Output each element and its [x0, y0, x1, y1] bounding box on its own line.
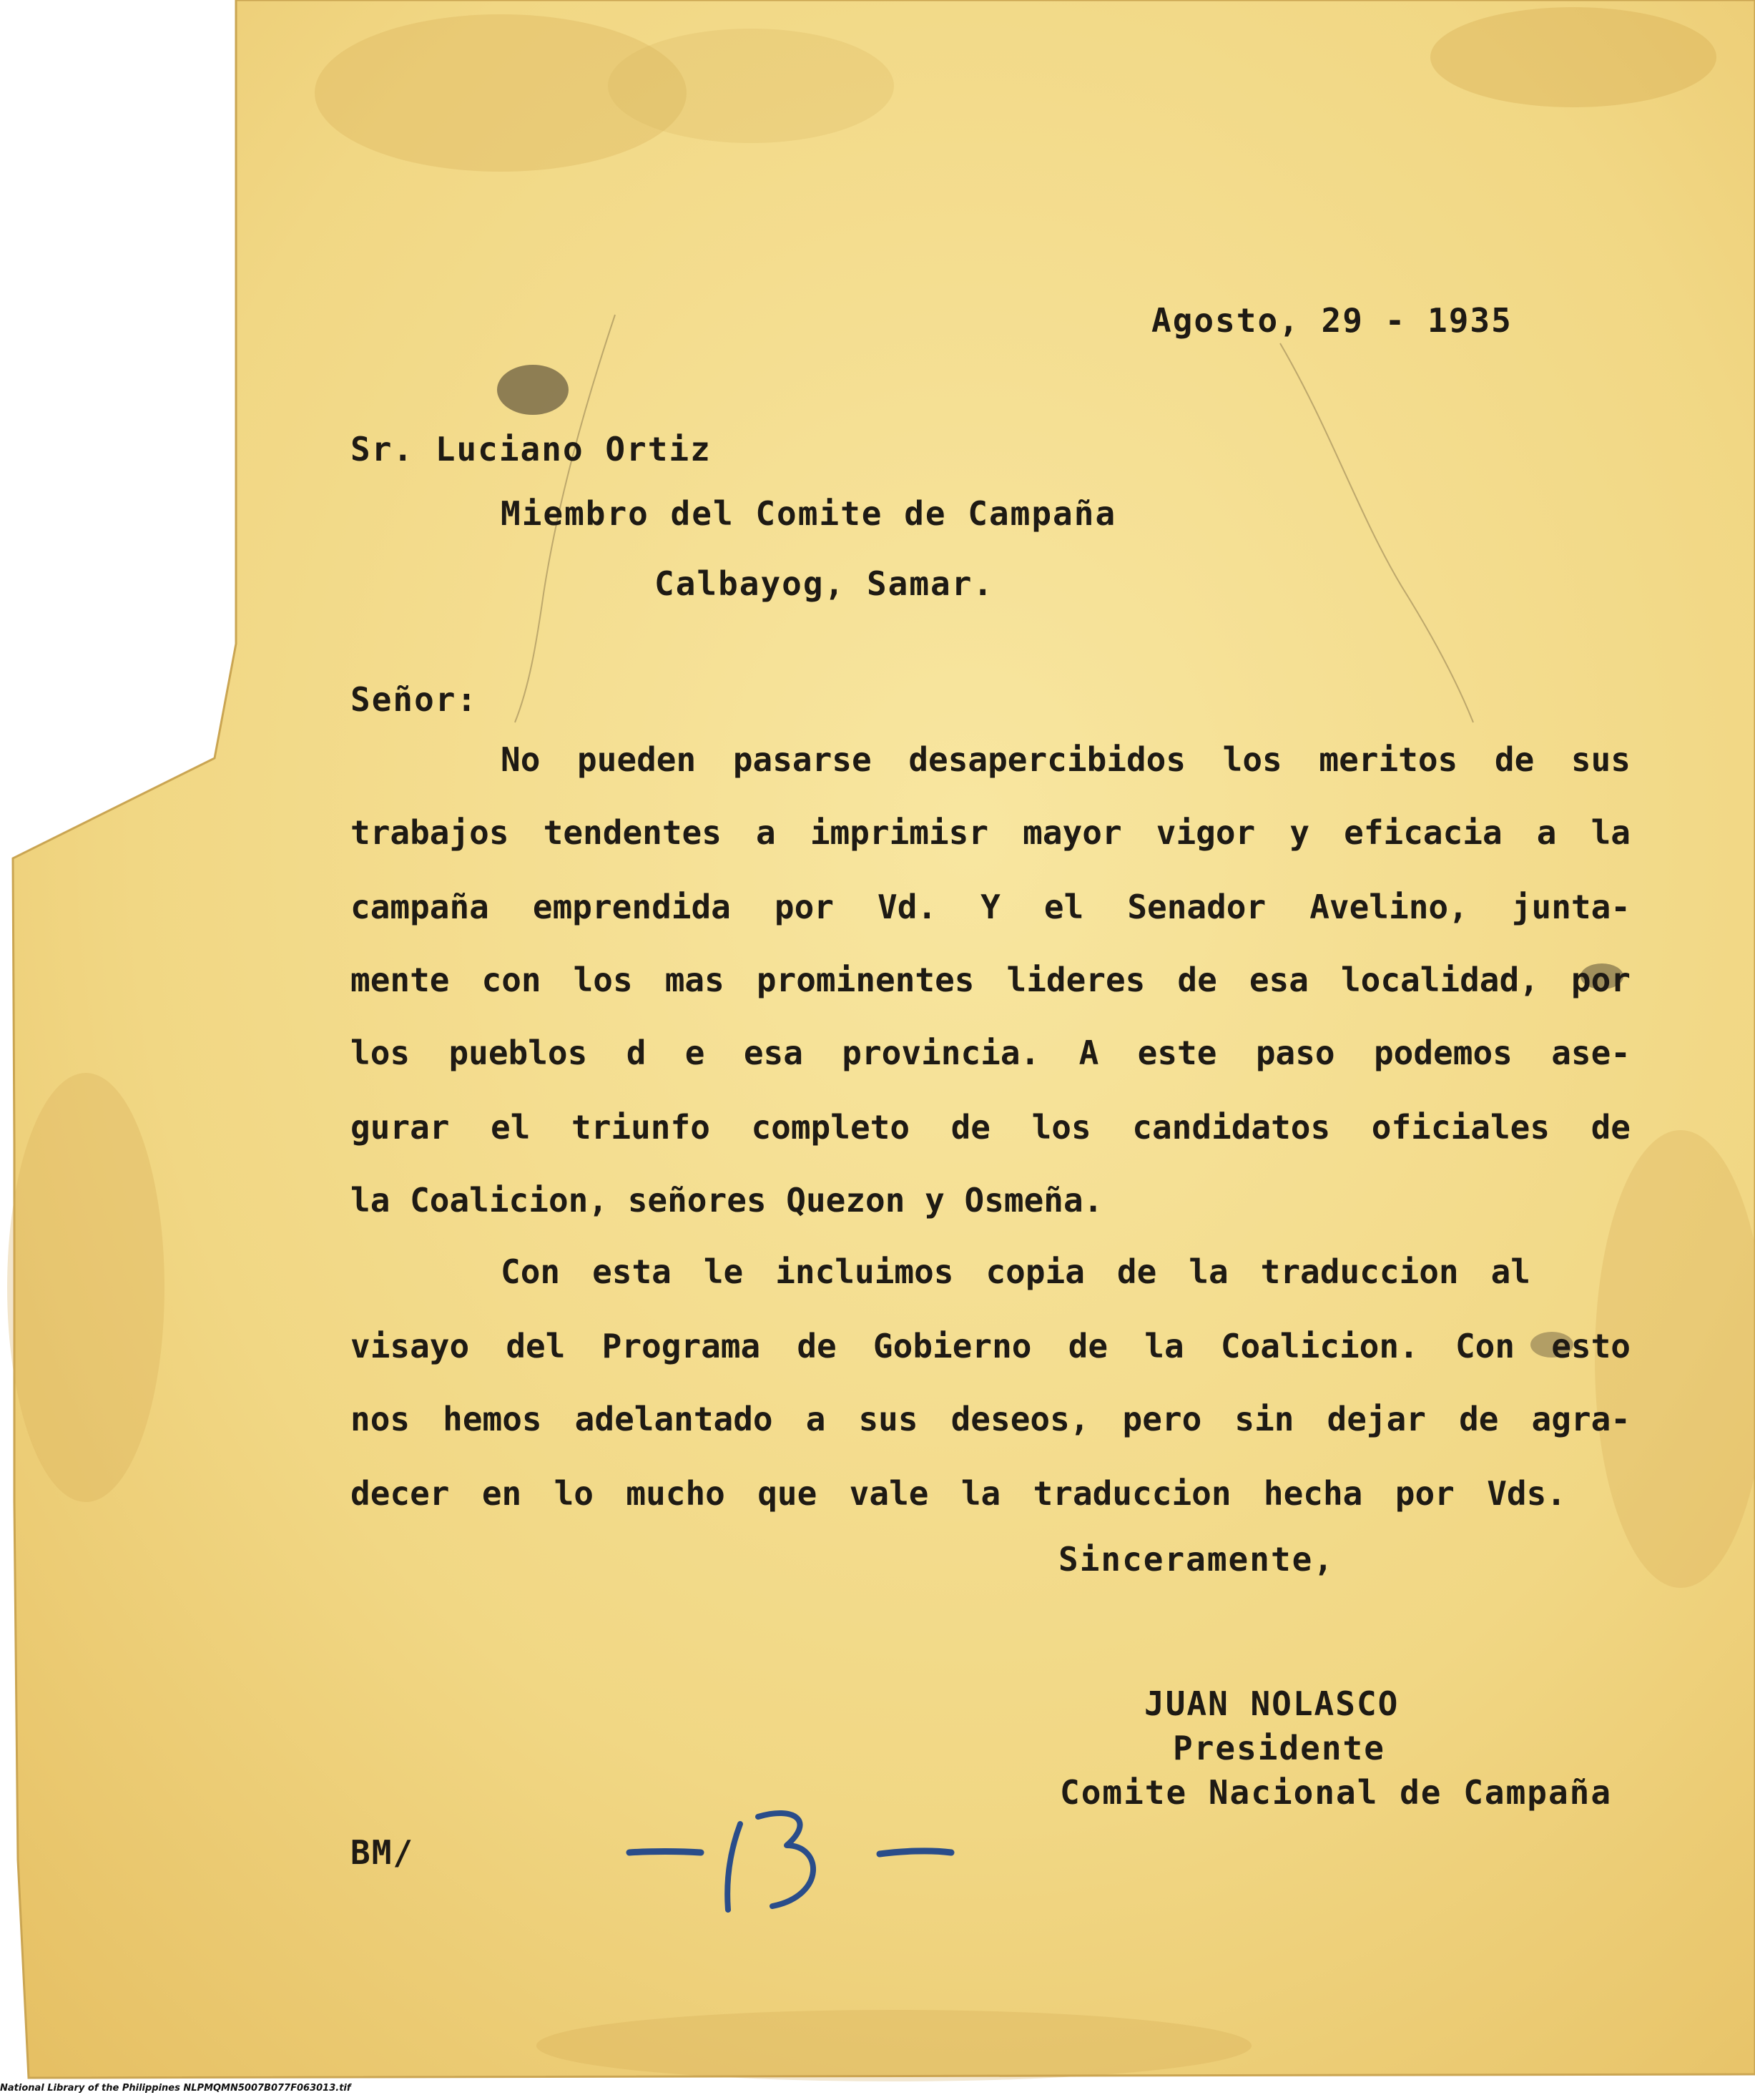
paragraph-2-line: Con esta le incluimos copia de la traduccion al	[501, 1252, 1530, 1291]
letter-date: Agosto, 29 - 1935	[1151, 301, 1513, 340]
salutation: Señor:	[350, 680, 478, 719]
recipient-location: Calbayog, Samar.	[654, 564, 995, 603]
typist-initials: BM/	[350, 1833, 415, 1872]
handwritten-page-number	[622, 1802, 958, 1917]
signatory-name: JUAN NOLASCO	[1144, 1684, 1400, 1723]
paragraph-1-line: mente con los mas prominentes lideres de esa localidad, por	[350, 961, 1631, 999]
recipient-name: Sr. Luciano Ortiz	[350, 430, 712, 468]
paragraph-1-line: la Coalicion, señores Quezon y Osmeña.	[350, 1181, 1103, 1220]
paragraph-1-line: No pueden pasarse desapercibidos los meritos de sus	[501, 740, 1631, 779]
closing: Sinceramente,	[1058, 1540, 1335, 1579]
signatory-position: Presidente	[1173, 1729, 1385, 1767]
archive-caption: National Library of the Philippines NLPMQMN5007B077F063013.tif	[0, 2083, 351, 2094]
paragraph-1-line: trabajos tendentes a imprimisr mayor vigor y eficacia a la	[350, 813, 1631, 852]
paragraph-1-line: los pueblos d e esa provincia. A este paso podemos ase-	[350, 1034, 1631, 1072]
paragraph-2-line: visayo del Programa de Gobierno de la Coalicion. Con esto	[350, 1327, 1631, 1365]
signatory-organization: Comite Nacional de Campaña	[1060, 1773, 1613, 1812]
paragraph-2-line: decer en lo mucho que vale la traduccion hecha por Vds.	[350, 1474, 1566, 1513]
paragraph-2-line: nos hemos adelantado a sus deseos, pero sin dejar de agra-	[350, 1400, 1631, 1438]
paragraph-1-line: gurar el triunfo completo de los candidatos oficiales de	[350, 1108, 1631, 1147]
recipient-title: Miembro del Comite de Campaña	[501, 494, 1117, 533]
paragraph-1-line: campaña emprendida por Vd. Y el Senador Avelino, junta-	[350, 888, 1631, 926]
